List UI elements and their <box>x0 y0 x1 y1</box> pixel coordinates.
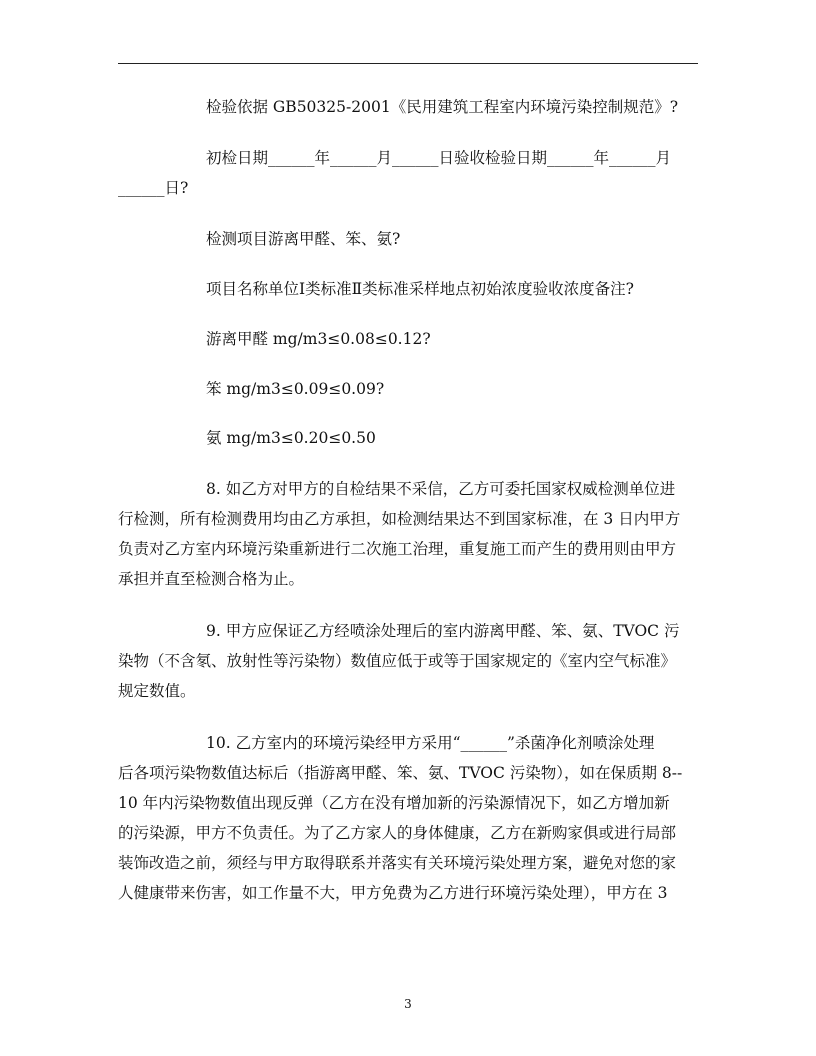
text-line-clause-8-cont: 行检测，所有检测费用均由乙方承担，如检测结果达不到国家标准，在 3 日内甲方 <box>118 510 681 528</box>
text-line-test-items: 检测项目游离甲醛、笨、氨? <box>206 230 401 248</box>
text-line-clause-8-cont: 承担并直至检测合格为止。 <box>118 570 305 588</box>
text-line-clause-10-cont: 装饰改造之前，须经与甲方取得联系并落实有关环境污染处理方案，避免对您的家 <box>118 854 677 872</box>
text-line-ammonia: 氨 mg/m3≤0.20≤0.50 <box>206 429 376 447</box>
text-line-clause-8: 8. 如乙方对甲方的自检结果不采信，乙方可委托国家权威检测单位进 <box>206 480 676 498</box>
text-line-clause-10-cont: 人健康带来伤害，如工作量不大，甲方免费为乙方进行环境污染处理），甲方在 3 <box>118 884 668 902</box>
text-line-formaldehyde: 游离甲醛 mg/m3≤0.08≤0.12? <box>206 330 431 348</box>
text-line-clause-9-cont: 染物（不含氡、放射性等污染物）数值应低于或等于国家规定的《室内空气标准》 <box>118 652 677 670</box>
page-number: 3 <box>404 997 412 1011</box>
text-line-clause-10: 10. 乙方室内的环境污染经甲方采用“______”杀菌净化剂喷涂处理 <box>206 734 655 752</box>
text-line-dates: 初检日期______年______月______日验收检验日期______年______月 <box>206 149 672 167</box>
text-line-clause-9: 9. 甲方应保证乙方经喷涂处理后的室内游离甲醛、笨、氨、TVOC 污 <box>206 622 680 640</box>
header-rule <box>118 63 698 64</box>
text-line-benzene: 笨 mg/m3≤0.09≤0.09? <box>206 380 385 398</box>
text-line-table-header: 项目名称单位Ⅰ类标准Ⅱ类标准采样地点初始浓度验收浓度备注? <box>206 280 634 298</box>
text-line-clause-8-cont: 负责对乙方室内环境污染重新进行二次施工治理，重复施工而产生的费用则由甲方 <box>118 540 677 558</box>
text-line-dates-cont: ______日? <box>118 179 189 197</box>
text-line-clause-9-cont: 规定数值。 <box>118 682 196 700</box>
text-line-clause-10-cont: 的污染源，甲方不负责任。为了乙方家人的身体健康，乙方在新购家俱或进行局部 <box>118 824 677 842</box>
text-line-clause-10-cont: 10 年内污染物数值出现反弹（乙方在没有增加新的污染源情况下，如乙方增加新 <box>118 794 670 812</box>
text-line-inspection-basis: 检验依据 GB50325-2001《民用建筑工程室内环境污染控制规范》? <box>206 98 679 116</box>
text-line-clause-10-cont: 后各项污染物数值达标后（指游离甲醛、笨、氨、TVOC 污染物），如在保质期 8-- <box>118 764 683 782</box>
